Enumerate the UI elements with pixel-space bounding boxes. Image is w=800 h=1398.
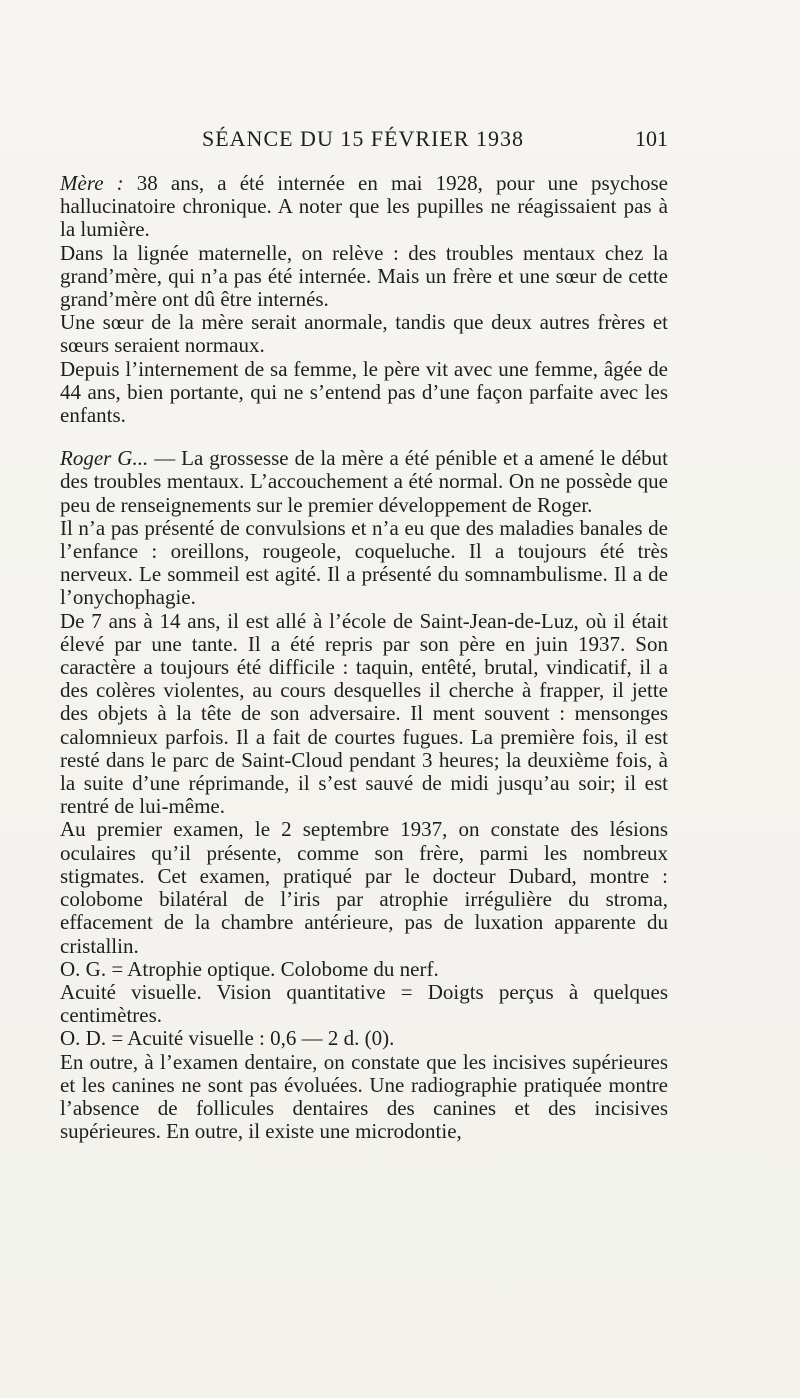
paragraph-father xyxy=(60,358,668,428)
paragraph-lead: Mère : xyxy=(60,171,124,195)
paragraph-school-and-character xyxy=(60,610,668,819)
paragraph-text: Acuité visuelle. Vision quantitative = Doigts perçus à quelques centimètres. xyxy=(60,979,668,1028)
paragraph-mothers-sister xyxy=(60,311,668,357)
page-number: 101 xyxy=(635,126,668,151)
running-head: SÉANCE DU 15 FÉVRIER 1938 xyxy=(202,126,525,151)
paragraph-right-eye xyxy=(60,1027,668,1050)
paragraph-text: Depuis l’internement de sa femme, le père vit avec une femme, âgée de 44 ans, bien portante, qui ne s’entend pas d’une façon parfaite avec les enfants. xyxy=(60,356,668,428)
paragraph-dental-exam xyxy=(60,1051,668,1144)
paragraph-text: O. G. = Atrophie optique. Colobome du nerf. xyxy=(60,956,439,981)
paragraph-text: En outre, à l’examen dentaire, on constate que les incisives supérieures et les canines ne sont pas évoluées. Une radiographie pratiquée montre l’absence de follicules dentaires des canines et des incisives supérieures. En outre, il existe une microdontie, xyxy=(60,1049,668,1144)
paragraph-text: Une sœur de la mère serait anormale, tandis que deux autres frères et sœurs seraient normaux. xyxy=(60,310,668,358)
paragraph-childhood xyxy=(60,517,668,610)
body-text xyxy=(60,172,668,1143)
paragraph-left-eye xyxy=(60,958,668,981)
paragraph-maternal-line xyxy=(60,242,668,312)
paragraph-text: Dans la lignée maternelle, on relève : des troubles mentaux chez la grand’mère, qui n’a pas été internée. Mais un frère et une sœur de cette grand’mère ont dû être internés. xyxy=(60,240,668,312)
paragraph-text: Au premier examen, le 2 septembre 1937, on constate des lésions oculaires qu’il présente, comme son frère, parmi les nombreux stigmates. Cet examen, pratiqué par le docteur Dubard, montre : colobome bilatéral de l’iris par atrophie irrégulière du stroma, effacement de la chambre antérieure, pas de luxation apparente du cristallin. xyxy=(60,817,668,958)
paragraph-text: 38 ans, a été internée en mai 1928, pour une psychose hallucinatoire chronique. A noter que les pupilles ne réagissaient pas à la lumière. xyxy=(60,171,668,242)
paragraph-visual-acuity xyxy=(60,981,668,1027)
paragraph-text: — La grossesse de la mère a été pénible et a amené le début des troubles mentaux. L’accouchement a été normal. On ne possède que peu de renseignements sur le premier développement de Roger. xyxy=(60,446,668,517)
paragraph-text: De 7 ans à 14 ans, il est allé à l’école de Saint-Jean-de-Luz, où il était élevé par une tante. Il a été repris par son père en juin 1937. Son caractère a toujours été difficile : taquin, entêté, brutal, vindicatif, il a des colères violentes, au cours desquelles il cherche à frapper, il jette des objets à la tête de son adversaire. Il ment souvent : mensonges calomnieux parfois. Il a fait de courtes fugues. La première fois, il est resté dans le parc de Saint-Cloud pendant 3 heures; la deuxième fois, à la suite d’une réprimande, il s’est sauvé de midi jusqu’au soir; il est rentré de lui-même. xyxy=(60,608,668,819)
page-header xyxy=(60,126,668,162)
paragraph-roger xyxy=(60,447,668,517)
paragraph-lead: Roger G... xyxy=(60,446,149,471)
paragraph-text: O. D. = Acuité visuelle : 0,6 — 2 d. (0). xyxy=(60,1026,395,1051)
paragraph-text: Il n’a pas présenté de convulsions et n’a eu que des maladies banales de l’enfance : oreillons, rougeole, coqueluche. Il a toujours été très nerveux. Le sommeil est agité. Il a présenté du somnambulisme. Il a de l’onychophagie. xyxy=(60,515,668,610)
paragraph-first-exam xyxy=(60,818,668,957)
paragraph-mother xyxy=(60,172,668,242)
